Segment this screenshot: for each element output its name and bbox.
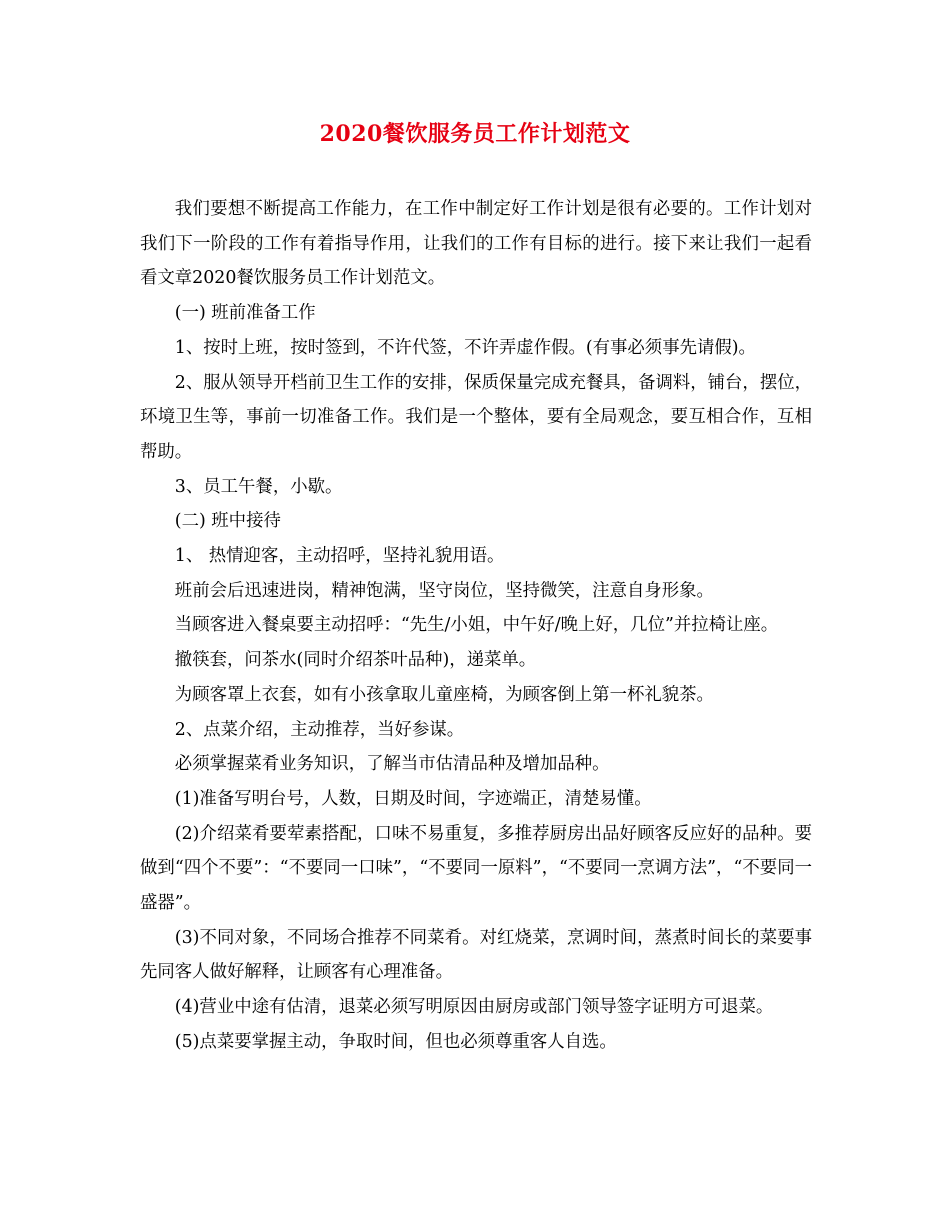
paragraph: 3、员工午餐，小歇。 xyxy=(174,476,343,497)
paragraph: 1、 热情迎客，主动招呼，坚持礼貌用语。 xyxy=(174,546,505,567)
paragraph: 为顾客罩上衣套，如有小孩拿取儿童座椅，为顾客倒上第一杯礼貌茶。 xyxy=(174,684,714,705)
paragraph: 班前会后迅速进岗，精神饱满，坚守岗位，坚持微笑，注意自身形象。 xyxy=(174,580,714,601)
paragraph: (4)营业中途有估清，退菜必须写明原因由厨房或部门领导签字证明方可退菜。 xyxy=(174,997,774,1018)
paragraph: 1、按时上班，按时签到，不许代签，不许弄虚作假。(有事必须事先请假)。 xyxy=(174,337,756,358)
section-heading-in-shift: (二) 班中接待 xyxy=(174,511,281,532)
paragraph: (2)介绍菜肴要荤素搭配，口味不易重复，多推荐厨房出品好顾客反应好的品种。要做到“四个不要”：“不要同一口味”，“不要同一原料”，“不要同一烹调方法”，“不要同一盛器”。 xyxy=(140,823,812,914)
document-body xyxy=(140,192,812,1060)
paragraph: 当顾客进入餐桌要主动招呼：“先生/小姐，中午好/晚上好，几位”并拉椅让座。 xyxy=(174,615,779,636)
paragraph: 必须掌握菜肴业务知识，了解当市估清品种及增加品种。 xyxy=(174,754,610,775)
paragraph: 2、服从领导开档前卫生工作的安排，保质保量完成充餐具，备调料，铺台，摆位，环境卫生等，事前一切准备工作。我们是一个整体，要有全局观念，要互相合作，互相帮助。 xyxy=(140,372,812,462)
document-title: 2020餐饮服务员工作计划范文 xyxy=(319,121,631,147)
paragraph: (1)准备写明台号，人数，日期及时间，字迹端正，清楚易懂。 xyxy=(174,788,652,809)
paragraph-intro: 我们要想不断提高工作能力，在工作中制定好工作计划是很有必要的。工作计划对我们下一阶段的工作有着指导作用，让我们的工作有目标的进行。接下来让我们一起看看文章2020餐饮服务员工作计划范文。 xyxy=(140,199,812,289)
section-heading-pre-shift: (一) 班前准备工作 xyxy=(174,303,316,324)
paragraph: 撤筷套，问茶水(同时介绍茶叶品种)，递菜单。 xyxy=(174,650,537,671)
paragraph: 2、点菜介绍，主动推荐，当好参谋。 xyxy=(174,719,465,740)
paragraph: (3)不同对象，不同场合推荐不同菜肴。对红烧菜，烹调时间，蒸煮时间长的菜要事先同客人做好解释，让顾客有心理准备。 xyxy=(140,927,812,983)
paragraph: (5)点菜要掌握主动，争取时间，但也必须尊重客人自选。 xyxy=(174,1031,617,1052)
